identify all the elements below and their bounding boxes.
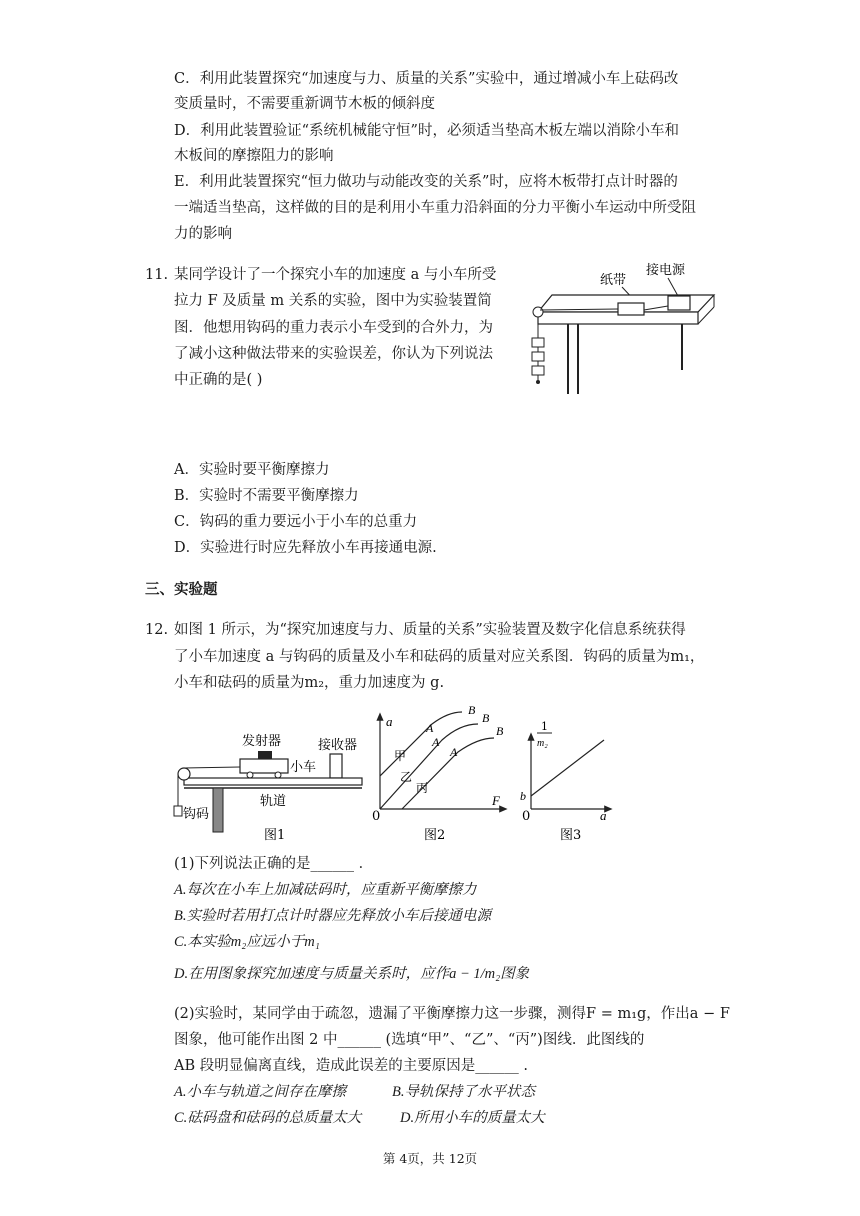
option-d-line1: D．利用此装置验证“系统机械能守恒”时，必须适当垫高木板左端以消除小车和 — [174, 123, 679, 139]
q12-sub1-option-d: D.在用图象探究加速度与质量关系时，应作a − 1/m₂图象 — [174, 966, 530, 982]
q12-sub1-option-b: B.实验时若用打点计时器应先释放小车后接通电源 — [174, 908, 491, 924]
fig3-y-denominator: m₂ — [537, 738, 548, 749]
q12-sub1-option-a: A.每次在小车上加减砝码时，应重新平衡摩擦力 — [174, 882, 477, 898]
section-title: 三、实验题 — [145, 581, 218, 598]
point-b-bing: B — [496, 724, 504, 738]
q12-sub2-line3: AB 段明显偏离直线，造成此误差的主要原因是______ . — [174, 1058, 528, 1074]
figure-2 — [370, 704, 510, 844]
q11-apparatus-figure — [518, 260, 718, 395]
tape-label: 纸带 — [600, 273, 627, 288]
fig3-x-axis-label: a — [600, 808, 607, 823]
q12-sub2-line2: 图象，他可能作出图 2 中______ (选填“甲”、“乙”、“丙”)图线．此图线的 — [174, 1032, 645, 1048]
fig2-y-axis-label: a — [386, 714, 393, 729]
point-a-yi: A — [432, 735, 440, 749]
q11-stem-line5: 中正确的是( ) — [174, 372, 263, 388]
fig3-origin: 0 — [522, 809, 531, 824]
option-e-line2: 一端适当垫高，这样做的目的是利用小车重力沿斜面的分力平衡小车运动中所受阻 — [174, 200, 696, 216]
q11-option-a: A．实验时要平衡摩擦力 — [174, 462, 330, 478]
point-b-jia: B — [468, 704, 476, 717]
figure-1-caption: 图1 — [264, 828, 286, 843]
label-bing: 丙 — [416, 781, 429, 795]
point-a-bing: A — [450, 745, 458, 759]
q12-sub1-option-c: C.本实验m₂应远小于m₁ — [174, 934, 320, 950]
point-a-jia: A — [426, 721, 434, 735]
figure-1 — [168, 722, 368, 844]
label-yi: 乙 — [400, 770, 413, 784]
line-bing — [402, 738, 494, 809]
fig3-intercept-b: b — [520, 789, 526, 803]
car-label: 小车 — [290, 760, 317, 775]
figure-2-caption: 图2 — [424, 828, 446, 843]
q12-sub1-prompt: (1)下列说法正确的是______ ． — [174, 856, 374, 872]
emitter-label: 发射器 — [242, 734, 282, 749]
q12-sub2-option-d: D.所用小车的质量太大 — [400, 1110, 545, 1126]
option-e-line3: 力的影响 — [174, 226, 232, 242]
figure-3 — [516, 720, 616, 844]
q11-option-c: C．钩码的重力要远小于小车的总重力 — [174, 514, 418, 530]
q11-stem-line2: 拉力 F 及质量 m 关系的实验，图中为实验装置简 — [174, 293, 492, 309]
option-c-line2: 变质量时，不需要重新调节木板的倾斜度 — [174, 96, 435, 112]
option-d-line2: 木板间的摩擦阻力的影响 — [174, 148, 334, 164]
question-12-number: 12. — [145, 622, 169, 638]
label-jia: 甲 — [394, 749, 407, 763]
point-b-yi: B — [482, 711, 490, 725]
q12-stem-line1: 如图 1 所示，为“探究加速度与力、质量的关系”实验装置及数字化信息系统获得 — [174, 622, 686, 638]
q11-stem-line3: 图．他想用钩码的重力表示小车受到的合外力，为 — [174, 320, 493, 336]
q11-stem-line4: 了减小这种做法带来的实验误差，你认为下列说法 — [174, 346, 493, 362]
option-e-line1: E．利用此装置探究“恒力做功与动能改变的关系”时，应将木板带打点计时器的 — [174, 174, 678, 190]
q12-sub2-option-a: A.小车与轨道之间存在摩擦 — [174, 1084, 346, 1100]
q12-sub2-line1: (2)实验时，某同学由于疏忽，遗漏了平衡摩擦力这一步骤，测得F = m₁g，作出a − F — [174, 1006, 730, 1022]
fig3-y-numerator: 1 — [541, 720, 548, 733]
q11-option-d: D．实验进行时应先释放小车再接通电源. — [174, 540, 437, 556]
page-footer: 第 4页，共 12页 — [382, 1151, 478, 1166]
line-yi — [380, 724, 478, 809]
q12-stem-line2: 了小车加速度 a 与钩码的质量及小车和砝码的质量对应关系图．钩码的质量为m₁， — [174, 649, 705, 665]
q11-option-b: B．实验时不需要平衡摩擦力 — [174, 488, 359, 504]
fig2-x-axis-label: F — [492, 793, 500, 808]
figure-3-caption: 图3 — [560, 828, 582, 843]
option-c-line1: C．利用此装置探究“加速度与力、质量的关系”实验中，通过增减小车上砝码改 — [174, 71, 679, 87]
q12-sub2-option-b: B.导轨保持了水平状态 — [392, 1084, 535, 1100]
track-label: 轨道 — [260, 794, 287, 809]
q11-stem-line1: 某同学设计了一个探究小车的加速度 a 与小车所受 — [174, 267, 497, 283]
fig2-origin: 0 — [372, 809, 381, 824]
question-11-number: 11. — [145, 267, 169, 283]
hook-weight-label: 钩码 — [183, 807, 210, 822]
receiver-label: 接收器 — [318, 738, 358, 753]
power-label: 接电源 — [646, 263, 686, 278]
q12-stem-line3: 小车和砝码的质量为m₂，重力加速度为 g. — [174, 675, 445, 691]
q12-sub2-option-c: C.砝码盘和砝码的总质量太大 — [174, 1110, 362, 1126]
